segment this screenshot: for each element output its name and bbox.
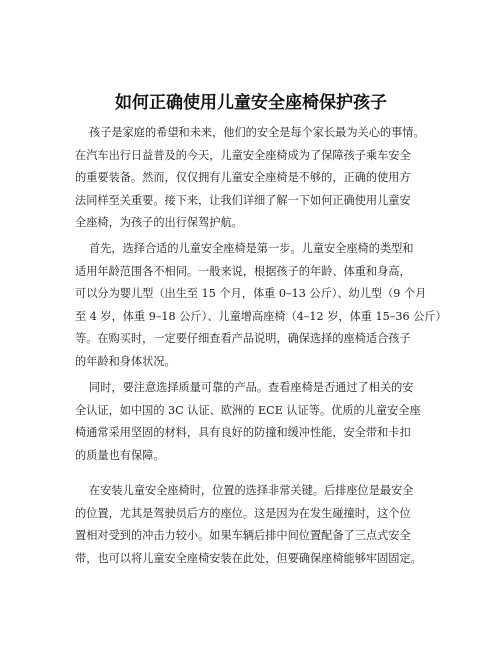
paragraph-position	[75, 480, 435, 570]
paragraph-line: 至 4 岁，体重 9–18 公斤）、儿童增高座椅（4–12 岁，体重 15–36 公斤）	[75, 309, 447, 323]
paragraph-line: 适用年龄范围各不相同。一般来说，根据孩子的年龄、体重和身高，	[75, 264, 411, 278]
paragraph-intro	[75, 122, 435, 235]
paragraph-line: 带，也可以将儿童安全座椅安装在此处，但要确保座椅能够牢固固定。	[75, 551, 422, 565]
paragraph-choose-seat	[75, 238, 447, 374]
paragraph-line: 的年龄和身体状况。	[75, 354, 176, 368]
paragraph-line: 首先，选择合适的儿童安全座椅是第一步。儿童安全座椅的类型和	[89, 242, 414, 255]
paragraph-line: 全座椅，为孩子的出行保驾护航。	[75, 216, 243, 230]
paragraph-line: 的质量也有保障。	[75, 448, 165, 462]
paragraph-line: 同时，要注意选择质量可靠的产品。查看座椅是否通过了相关的安	[89, 381, 414, 394]
paragraph-line: 的重要装备。然而，仅仅拥有儿童安全座椅是不够的，正确的使用方	[75, 171, 411, 185]
paragraph-line: 可以分为婴儿型（出生至 15 个月，体重 0–13 公斤）、幼儿型（9 个月	[75, 287, 427, 301]
paragraph-line: 全认证，如中国的 3C 认证、欧洲的 ECE 认证等。优质的儿童安全座	[75, 403, 421, 417]
paragraph-line: 法同样至关重要。接下来，让我们详细了解一下如何正确使用儿童安	[75, 193, 411, 207]
paragraph-line: 在汽车出行日益普及的今天，儿童安全座椅成为了保障孩子乘车安全	[75, 148, 411, 162]
paragraph-line: 椅通常采用坚固的材料，具有良好的防撞和缓冲性能，安全带和卡扣	[75, 426, 411, 440]
paragraph-line: 置相对受到的冲击力较小。如果车辆后排中间位置配备了三点式安全	[75, 529, 411, 543]
paragraph-line: 的位置，尤其是驾驶员后方的座位。这是因为在发生碰撞时，这个位	[75, 506, 411, 520]
paragraph-line: 孩子是家庭的希望和未来，他们的安全是每个家长最为关心的事情。	[89, 126, 425, 139]
paragraph-quality	[75, 377, 435, 467]
document-title: 如何正确使用儿童安全座椅保护孩子	[115, 93, 387, 113]
paragraph-line: 等。在购买时，一定要仔细查看产品说明，确保选择的座椅适合孩子	[75, 332, 411, 346]
paragraph-line: 在安装儿童安全座椅时，位置的选择非常关键。后排座位是最安全	[89, 484, 414, 497]
